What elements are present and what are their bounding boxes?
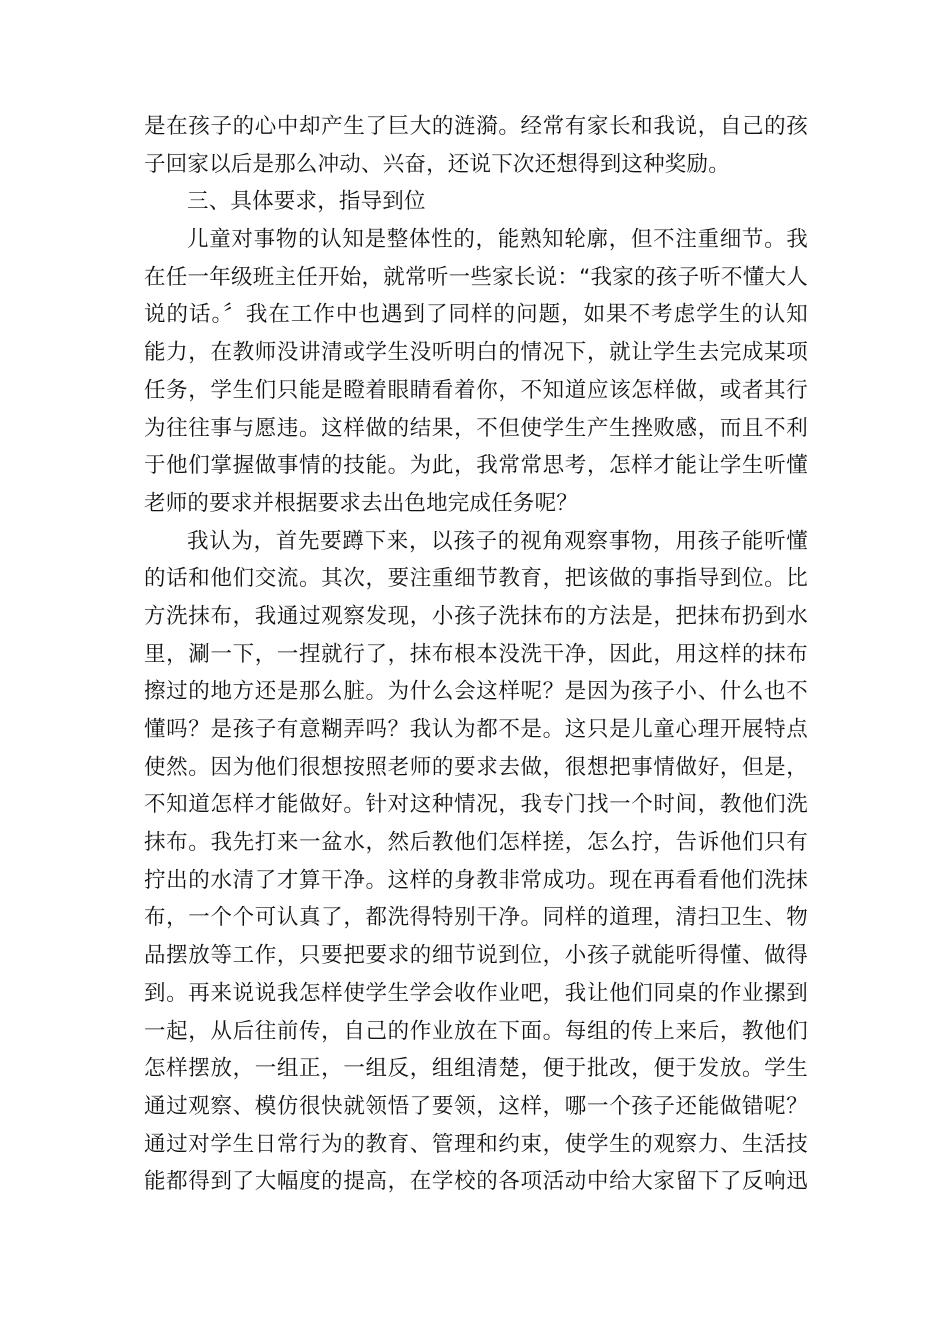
- text-line: 方洗抹布，我通过观察发现，小孩子洗抹布的方法是，把抹布扔到水: [144, 603, 808, 629]
- text-line: 一起，从后往前传，自己的作业放在下面。每组的传上来后，教他们: [144, 1018, 808, 1044]
- text-line: 在任一年级班主任开始，就常听一些家长说：“我家的孩子听不懂大人: [144, 264, 808, 290]
- text-line: 通过对学生日常行为的教育、管理和约束，使学生的观察力、生活技: [144, 1131, 808, 1157]
- text-line: 拧出的水清了才算干净。这样的身教非常成功。现在再看看他们洗抹: [144, 867, 808, 893]
- text-line: 儿童对事物的认知是整体性的，能熟知轮廓，但不注重细节。我: [187, 227, 808, 253]
- text-line: 说的话。〞我在工作中也遇到了同样的问题，如果不考虑学生的认知: [144, 302, 808, 328]
- text-line: 于他们掌握做事情的技能。为此，我常常思考，怎样才能让学生听懂: [144, 453, 808, 479]
- text-line: 我认为，首先要蹲下来，以孩子的视角观察事物，用孩子能听懂: [187, 528, 808, 554]
- text-line: 抹布。我先打来一盆水，然后教他们怎样搓，怎么拧，告诉他们只有: [144, 830, 808, 856]
- text-line: 使然。因为他们很想按照老师的要求去做，很想把事情做好，但是，: [144, 754, 808, 780]
- text-line: 任务，学生们只能是瞪着眼睛看着你，不知道应该怎样做，或者其行: [144, 377, 808, 403]
- text-line: 子回家以后是那么冲动、兴奋，还说下次还想得到这种奖励。: [144, 151, 730, 177]
- text-line: 通过观察、模仿很快就领悟了要领，这样，哪一个孩子还能做错呢？: [144, 1093, 808, 1119]
- text-line: 老师的要求并根据要求去出色地完成任务呢？: [144, 490, 579, 516]
- text-line: 能都得到了大幅度的提高，在学校的各项活动中给大家留下了反响迅: [144, 1169, 808, 1195]
- text-line: 不知道怎样才能做好。针对这种情况，我专门找一个时间，教他们洗: [144, 792, 808, 818]
- text-line: 品摆放等工作，只要把要求的细节说到位，小孩子就能听得懂、做得: [144, 943, 808, 969]
- text-line: 为往往事与愿违。这样做的结果，不但使学生产生挫败感，而且不利: [144, 415, 808, 441]
- body-text: [144, 108, 808, 1201]
- text-line: 到。再来说说我怎样使学生学会收作业吧，我让他们同桌的作业摞到: [144, 980, 808, 1006]
- text-line: 布，一个个可认真了，都洗得特别干净。同样的道理，清扫卫生、物: [144, 905, 808, 931]
- text-line: 能力，在教师没讲清或学生没听明白的情况下，就让学生去完成某项: [144, 340, 808, 366]
- section-heading: 三、具体要求，指导到位: [187, 189, 426, 215]
- text-line: 的话和他们交流。其次，要注重细节教育，把该做的事指导到位。比: [144, 566, 808, 592]
- text-line: 擦过的地方还是那么脏。为什么会这样呢？是因为孩子小、什么也不: [144, 679, 808, 705]
- text-line: 懂吗？是孩子有意糊弄吗？我认为都不是。这只是儿童心理开展特点: [144, 717, 808, 742]
- text-line: 是在孩子的心中却产生了巨大的涟漪。经常有家长和我说，自己的孩: [144, 114, 808, 139]
- text-line: 怎样摆放，一组正，一组反，组组清楚，便于批改，便于发放。学生: [144, 1056, 808, 1082]
- text-line: 里，涮一下，一捏就行了，抹布根本没洗干净，因此，用这样的抹布: [144, 641, 808, 667]
